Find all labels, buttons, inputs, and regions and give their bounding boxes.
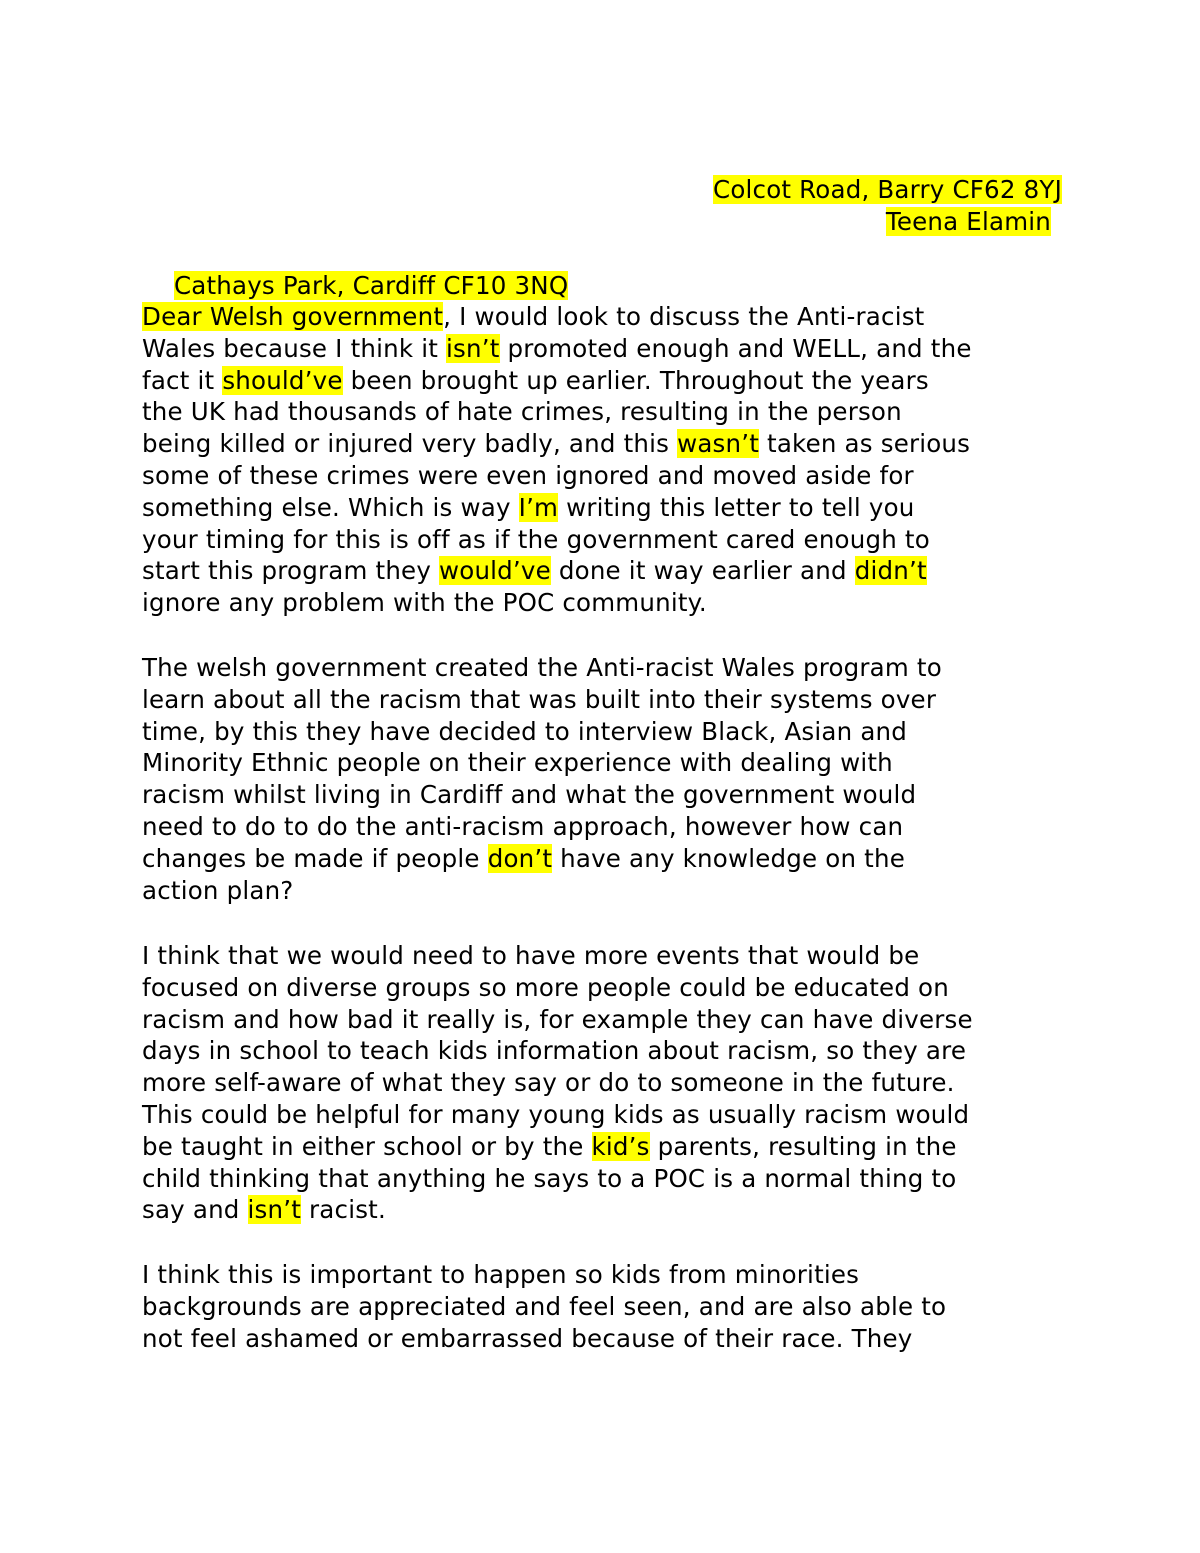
text-segment: learn about all the racism that was built into their systems over bbox=[142, 684, 937, 714]
text-segment: racism and how bad it really is, for example they can have diverse bbox=[142, 1004, 973, 1034]
highlighted-word: kid’s bbox=[591, 1131, 650, 1161]
sender-name bbox=[854, 174, 1051, 236]
text-segment: being killed or injured very badly, and this bbox=[142, 429, 678, 459]
text-line bbox=[142, 1099, 969, 1131]
text-segment: more self-aware of what they say or do to someone in the future. bbox=[142, 1068, 955, 1098]
text-segment: writing this letter to tell you bbox=[558, 492, 915, 522]
text-segment: I think that we would need to have more events that would be bbox=[142, 941, 920, 970]
text-line bbox=[142, 1194, 386, 1226]
text-segment: say and bbox=[142, 1195, 248, 1225]
highlighted-word: Dear Welsh government bbox=[142, 302, 444, 331]
text-line bbox=[142, 811, 903, 843]
text-segment: days in school to teach kids information about racism, so they are bbox=[142, 1036, 967, 1066]
text-segment: have any knowledge on the bbox=[552, 843, 905, 873]
text-line bbox=[142, 492, 915, 524]
text-segment: This could be helpful for many young kids as usually racism would bbox=[142, 1100, 970, 1129]
text-segment: be taught in either school or by the bbox=[142, 1131, 592, 1161]
text-line bbox=[142, 333, 972, 365]
text-segment: the UK had thousands of hate crimes, resulting in the person bbox=[142, 397, 902, 427]
text-line bbox=[142, 972, 949, 1004]
text-segment: start this program they bbox=[142, 556, 440, 586]
text-line bbox=[142, 843, 905, 875]
text-segment: focused on diverse groups so more people could be educated on bbox=[142, 972, 949, 1002]
text-line bbox=[142, 779, 916, 811]
text-segment: action plan? bbox=[142, 875, 294, 905]
text-segment: your timing for this is off as if the government cared enough to bbox=[142, 524, 930, 554]
text-line bbox=[142, 1323, 913, 1355]
text-segment: promoted enough and WELL, and the bbox=[499, 333, 972, 363]
highlighted-word: wasn’t bbox=[677, 429, 760, 459]
sender-address bbox=[681, 142, 1062, 204]
sender-name-text: Teena Elamin bbox=[885, 206, 1051, 236]
text-segment: racism whilst living in Cardiff and what the government would bbox=[142, 780, 917, 810]
text-segment: taken as serious bbox=[759, 429, 971, 459]
text-line bbox=[142, 1291, 946, 1323]
text-segment: Minority Ethnic people on their experience with dealing with bbox=[142, 748, 893, 778]
text-segment: not feel ashamed or embarrassed because of their race. They bbox=[142, 1323, 913, 1353]
text-segment: The welsh government created the Anti-racist Wales program to bbox=[142, 653, 942, 682]
text-line bbox=[142, 1035, 966, 1067]
text-segment: fact it bbox=[142, 365, 223, 395]
highlighted-word: should’ve bbox=[222, 365, 343, 395]
text-line bbox=[142, 396, 902, 428]
sender-address-text: Colcot Road, Barry CF62 8YJ bbox=[713, 174, 1062, 204]
highlighted-word: didn’t bbox=[854, 556, 927, 586]
text-line bbox=[142, 1163, 956, 1195]
text-segment: backgrounds are appreciated and feel seen, and are also able to bbox=[142, 1291, 947, 1321]
text-segment: done it way earlier and bbox=[550, 556, 855, 586]
text-line bbox=[142, 875, 294, 907]
highlighted-word: don’t bbox=[487, 843, 553, 873]
text-segment: something else. Which is way bbox=[142, 492, 519, 522]
text-line bbox=[142, 747, 893, 779]
highlighted-word: I’m bbox=[518, 492, 559, 522]
text-segment: changes be made if people bbox=[142, 843, 488, 873]
text-segment: need to do to do the anti-racism approach, however how can bbox=[142, 812, 904, 841]
text-segment: some of these crimes were even ignored and moved aside for bbox=[142, 461, 914, 490]
text-line bbox=[142, 652, 942, 684]
text-segment: ignore any problem with the POC community. bbox=[142, 588, 707, 618]
text-line bbox=[142, 460, 914, 492]
text-segment: I think this is important to happen so kids from minorities bbox=[142, 1260, 860, 1289]
text-line bbox=[142, 1004, 973, 1036]
text-line bbox=[142, 587, 707, 619]
text-line bbox=[142, 1259, 859, 1291]
recipient-address bbox=[142, 238, 569, 300]
text-line bbox=[142, 940, 919, 972]
text-segment: time, by this they have decided to interview Black, Asian and bbox=[142, 716, 908, 746]
text-line bbox=[142, 301, 924, 333]
text-segment: Wales because I think it bbox=[142, 333, 447, 363]
text-segment: been brought up earlier. Throughout the years bbox=[342, 365, 929, 395]
text-line bbox=[142, 365, 929, 397]
text-segment: parents, resulting in the bbox=[649, 1131, 957, 1161]
text-line bbox=[142, 1067, 955, 1099]
text-line bbox=[142, 428, 970, 460]
text-line bbox=[142, 684, 936, 716]
text-segment: racist. bbox=[301, 1195, 386, 1225]
highlighted-word: isn’t bbox=[247, 1195, 302, 1225]
highlighted-word: isn’t bbox=[446, 333, 500, 363]
text-line bbox=[142, 1131, 957, 1163]
recipient-address-text: Cathays Park, Cardiff CF10 3NQ bbox=[173, 270, 569, 300]
text-segment: child thinking that anything he says to a POC is a normal thing to bbox=[142, 1163, 957, 1193]
text-line bbox=[142, 716, 907, 748]
text-segment: , I would look to discuss the Anti-racist bbox=[443, 302, 925, 331]
highlighted-word: would’ve bbox=[439, 556, 551, 586]
text-line bbox=[142, 555, 927, 587]
text-line bbox=[142, 524, 930, 556]
